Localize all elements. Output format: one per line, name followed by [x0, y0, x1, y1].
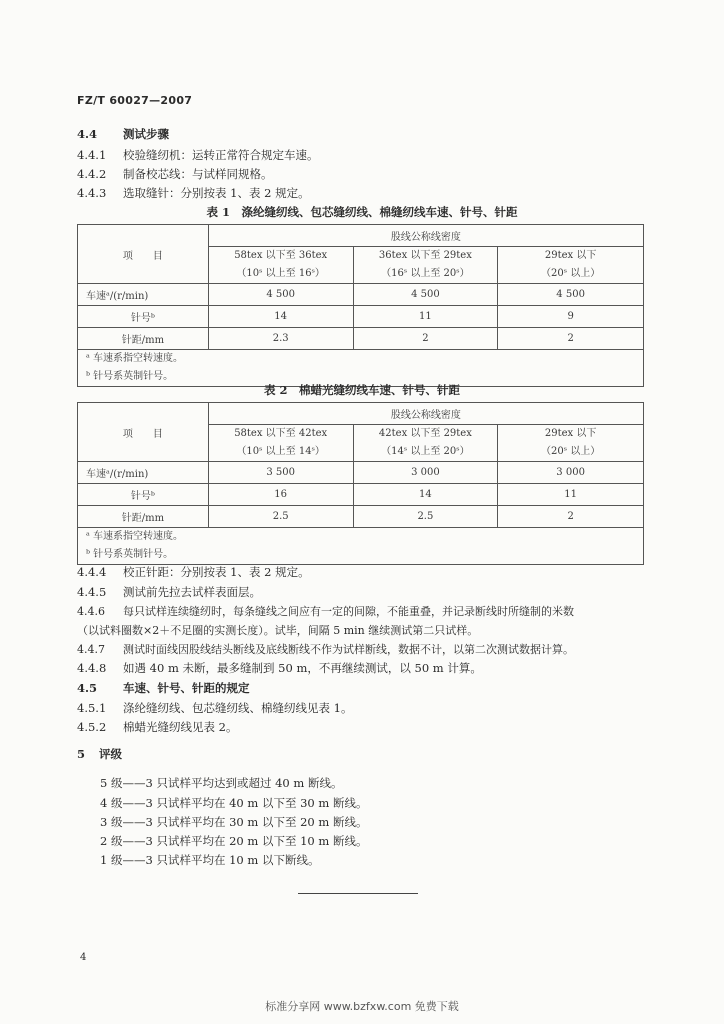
section-title: 测试步骤 [123, 127, 169, 141]
clause-number: 4.5.2 [77, 720, 107, 734]
table-1 [77, 224, 644, 387]
table-cell: 3 000 [498, 462, 644, 484]
table-2-caption: 表 2 棉蜡光缝纫线车速、针号、针距 [263, 383, 460, 397]
clause-4-4-8 [77, 660, 482, 676]
item-header-cell: 项 目 [78, 225, 209, 284]
grade-4: 4 级——3 只试样平均在 40 m 以下至 30 m 断线。 [100, 796, 368, 810]
row-label: 针距/mm [78, 506, 209, 528]
section-5-heading [77, 746, 122, 762]
clause-number: 4.4.2 [77, 167, 107, 181]
grade-1: 1 级——3 只试样平均在 10 m 以下断线。 [100, 853, 320, 867]
group-header-cell: 股线公称线密度 [208, 225, 643, 247]
clause-text: 每只试样连续缝纫时，每条缝线之间应有一定的间隙，不能重叠，并记录断线时所缝制的米数 [123, 605, 574, 618]
table-row [78, 306, 644, 328]
item-header-cell: 项 目 [78, 403, 209, 462]
clause-text: 制备校芯线：与试样同规格。 [123, 167, 273, 181]
table-row [78, 328, 644, 350]
table-note: ᵇ 针号系英制针号。 [86, 549, 174, 560]
section-title: 车速、针号、针距的规定 [123, 681, 250, 695]
table-cell: 4 500 [353, 284, 498, 306]
column-header: 58tex 以下至 42tex （10ˢ 以上至 14ˢ） [208, 425, 353, 462]
end-rule [298, 893, 418, 894]
table-cell: 9 [498, 306, 644, 328]
table-cell: 16 [208, 484, 353, 506]
table-notes [78, 528, 644, 565]
clause-number: 4.4.7 [77, 643, 105, 656]
watermark-footer: 标准分享网 www.bzfxw.com 免费下载 [265, 1000, 459, 1013]
column-header: 58tex 以下至 36tex （10ˢ 以上至 16ˢ） [208, 247, 353, 284]
table-cell: 11 [353, 306, 498, 328]
clause-4-4-6 [77, 603, 574, 619]
table-note: ᵃ 车速系指空转速度。 [86, 531, 184, 542]
table-cell: 2.5 [353, 506, 498, 528]
row-label: 车速ᵃ/(r/min) [78, 284, 209, 306]
row-label: 针号ᵇ [78, 306, 209, 328]
table-row [78, 506, 644, 528]
section-number: 5 [77, 747, 86, 761]
table-note: ᵃ 车速系指空转速度。 [86, 353, 184, 364]
clause-text: 棉蜡光缝纫线见表 2。 [123, 720, 238, 734]
table-2 [77, 402, 644, 565]
table-note: ᵇ 针号系英制针号。 [86, 371, 174, 382]
table-cell: 2 [498, 506, 644, 528]
section-4-4-heading [77, 126, 169, 142]
section-4-5-heading [77, 680, 250, 696]
row-label: 车速ᵃ/(r/min) [78, 462, 209, 484]
table-cell: 2.3 [208, 328, 353, 350]
clause-text: 选取缝针：分别按表 1、表 2 规定。 [123, 186, 310, 200]
clause-4-4-4 [77, 564, 310, 580]
clause-4-5-1 [77, 700, 352, 716]
clause-number: 4.4.1 [77, 148, 107, 162]
table-cell: 3 500 [208, 462, 353, 484]
clause-text: 校正针距：分别按表 1、表 2 规定。 [123, 565, 310, 579]
clause-text: 测试时面线因股线结头断线及底线断线不作为试样断线，数据不计，以第二次测试数据计算。 [123, 643, 574, 656]
table-row [78, 462, 644, 484]
table-cell: 4 500 [208, 284, 353, 306]
row-label: 针距/mm [78, 328, 209, 350]
clause-4-4-3 [77, 185, 310, 201]
table-cell: 2.5 [208, 506, 353, 528]
clause-number: 4.4.3 [77, 186, 107, 200]
clause-text: （以试料圈数×2＋不足圈的实测长度）。试毕，间隔 5 min 继续测试第二只试样。 [77, 624, 479, 637]
grade-2: 2 级——3 只试样平均在 20 m 以下至 10 m 断线。 [100, 834, 368, 848]
table-cell: 14 [353, 484, 498, 506]
table-cell: 4 500 [498, 284, 644, 306]
clause-4-4-6-continued [77, 622, 478, 638]
table-cell: 3 000 [353, 462, 498, 484]
grade-3: 3 级——3 只试样平均在 30 m 以下至 20 m 断线。 [100, 815, 368, 829]
table-1-caption: 表 1 涤纶缝纫线、包芯缝纫线、棉缝纫线车速、针号、针距 [206, 205, 518, 219]
table-row [78, 484, 644, 506]
section-title: 评级 [99, 747, 122, 761]
section-number: 4.4 [77, 127, 98, 141]
clause-number: 4.4.6 [77, 605, 105, 618]
clause-number: 4.4.8 [77, 661, 107, 675]
clause-text: 校验缝纫机：运转正常符合规定车速。 [123, 148, 319, 162]
clause-4-4-7 [77, 641, 574, 657]
group-header-cell: 股线公称线密度 [208, 403, 643, 425]
column-header: 42tex 以下至 29tex （14ˢ 以上至 20ˢ） [353, 425, 498, 462]
column-header: 29tex 以下 （20ˢ 以上） [498, 425, 644, 462]
clause-4-4-1 [77, 147, 319, 163]
row-label: 针号ᵇ [78, 484, 209, 506]
column-header: 36tex 以下至 29tex （16ˢ 以上至 20ˢ） [353, 247, 498, 284]
table-cell: 2 [353, 328, 498, 350]
table-cell: 11 [498, 484, 644, 506]
section-number: 4.5 [77, 681, 98, 695]
page-number: 4 [80, 952, 87, 963]
clause-number: 4.5.1 [77, 701, 107, 715]
clause-number: 4.4.4 [77, 565, 107, 579]
clause-4-5-2 [77, 719, 237, 735]
table-cell: 2 [498, 328, 644, 350]
table-row [78, 284, 644, 306]
clause-text: 测试前先拉去试样表面层。 [123, 585, 261, 599]
column-header: 29tex 以下 （20ˢ 以上） [498, 247, 644, 284]
table-cell: 14 [208, 306, 353, 328]
clause-text: 涤纶缝纫线、包芯缝纫线、棉缝纫线见表 1。 [123, 701, 353, 715]
table-notes [78, 350, 644, 387]
clause-4-4-2 [77, 166, 273, 182]
grade-5: 5 级——3 只试样平均达到或超过 40 m 断线。 [100, 776, 343, 790]
clause-number: 4.4.5 [77, 585, 107, 599]
clause-text: 如遇 40 m 未断，最多缝制到 50 m，不再继续测试，以 50 m 计算。 [123, 661, 482, 675]
document-code: FZ/T 60027—2007 [77, 94, 193, 107]
clause-4-4-5 [77, 584, 261, 600]
